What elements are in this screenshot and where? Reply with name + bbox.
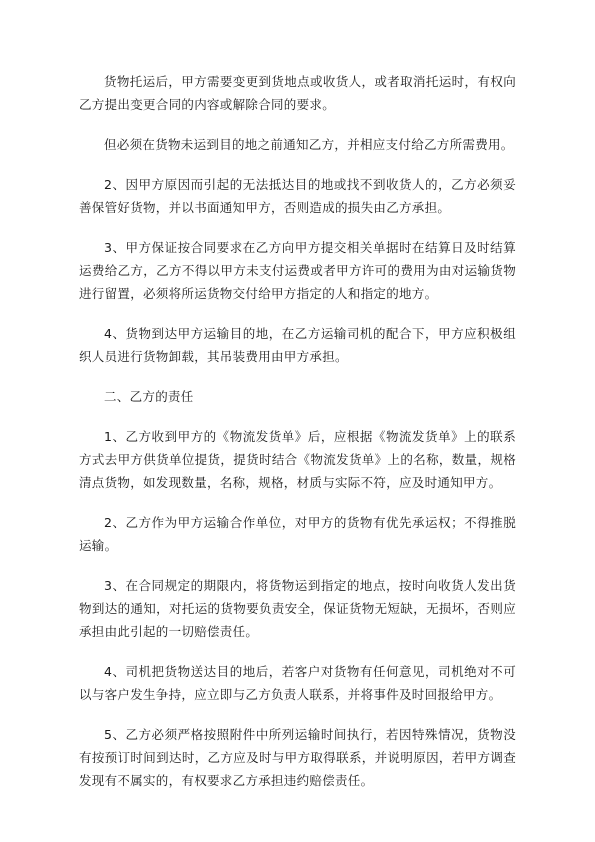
paragraph-clause-2-safekeeping: 2、因甲方原因而引起的无法抵达目的地或找不到收货人的，乙方必须妥善保管好货物，并以书面通知甲方，否则造成的损失由乙方承担。 xyxy=(79,177,516,215)
paragraph-gap xyxy=(79,156,516,173)
paragraph-gap xyxy=(79,706,516,723)
paragraph-clause-3-settlement: 3、甲方保证按合同要求在乙方向甲方提交相关单据时在结算日及时结算运费给乙方，乙方不得以甲方未支付运费或者甲方许可的费用为由对运输货物进行留置，必须将所运货物交付给甲方指定的人和指定的地方。 xyxy=(79,240,516,301)
paragraph-b-clause-5-schedule: 5、乙方必须严格按照附件中所列运输时间执行，若因特殊情况，货物没有按预订时间到达时，乙方应及时与甲方取得联系，并说明原因，若甲方调查发现有不属实的，有权要求乙方承担违约赔偿责任。 xyxy=(79,727,516,788)
paragraph-gap xyxy=(79,219,516,236)
paragraph-gap xyxy=(79,557,516,574)
paragraph-clause-4-unloading: 4、货物到达甲方运输目的地，在乙方运输司机的配合下，甲方应积极组织人员进行货物卸载，其吊装费用由甲方承担。 xyxy=(79,326,516,364)
section-heading-party-b-duties: 二、乙方的责任 xyxy=(104,389,194,404)
paragraph-gap xyxy=(79,408,516,425)
document-body xyxy=(79,70,516,792)
paragraph-b-clause-2-priority: 2、乙方作为甲方运输合作单位，对甲方的货物有优先承运权；不得推脱运输。 xyxy=(79,515,516,553)
paragraph-b-clause-1-pickup: 1、乙方收到甲方的《物流发货单》后，应根据《物流发货单》上的联系方式去甲方供货单位提货，提货时结合《物流发货单》上的名称，数量，规格清点货物，如发现数量，名称，规格，材质与实际不符，应及时通知甲方。 xyxy=(79,429,516,490)
paragraph-b-clause-4-driver-conduct: 4、司机把货物送达目的地后，若客户对货物有任何意见，司机绝对不可以与客户发生争持，应立即与乙方负责人联系，并将事件及时回报给甲方。 xyxy=(79,664,516,702)
paragraph-gap xyxy=(79,116,516,133)
paragraph-gap xyxy=(79,305,516,322)
paragraph-change-consignment: 货物托运后，甲方需要变更到货地点或收货人，或者取消托运时，有权向乙方提出变更合同的内容或解除合同的要求。 xyxy=(79,74,516,112)
paragraph-gap xyxy=(79,643,516,660)
paragraph-gap xyxy=(79,494,516,511)
paragraph-b-clause-3-delivery: 3、在合同规定的期限内，将货物运到指定的地点，按时向收货人发出货物到达的通知，对托运的货物要负责安全，保证货物无短缺，无损坏，否则应承担由此引起的一切赔偿责任。 xyxy=(79,578,516,639)
paragraph-notify-before-arrival: 但必须在货物未运到目的地之前通知乙方，并相应支付给乙方所需费用。 xyxy=(104,137,514,152)
paragraph-gap xyxy=(79,368,516,385)
